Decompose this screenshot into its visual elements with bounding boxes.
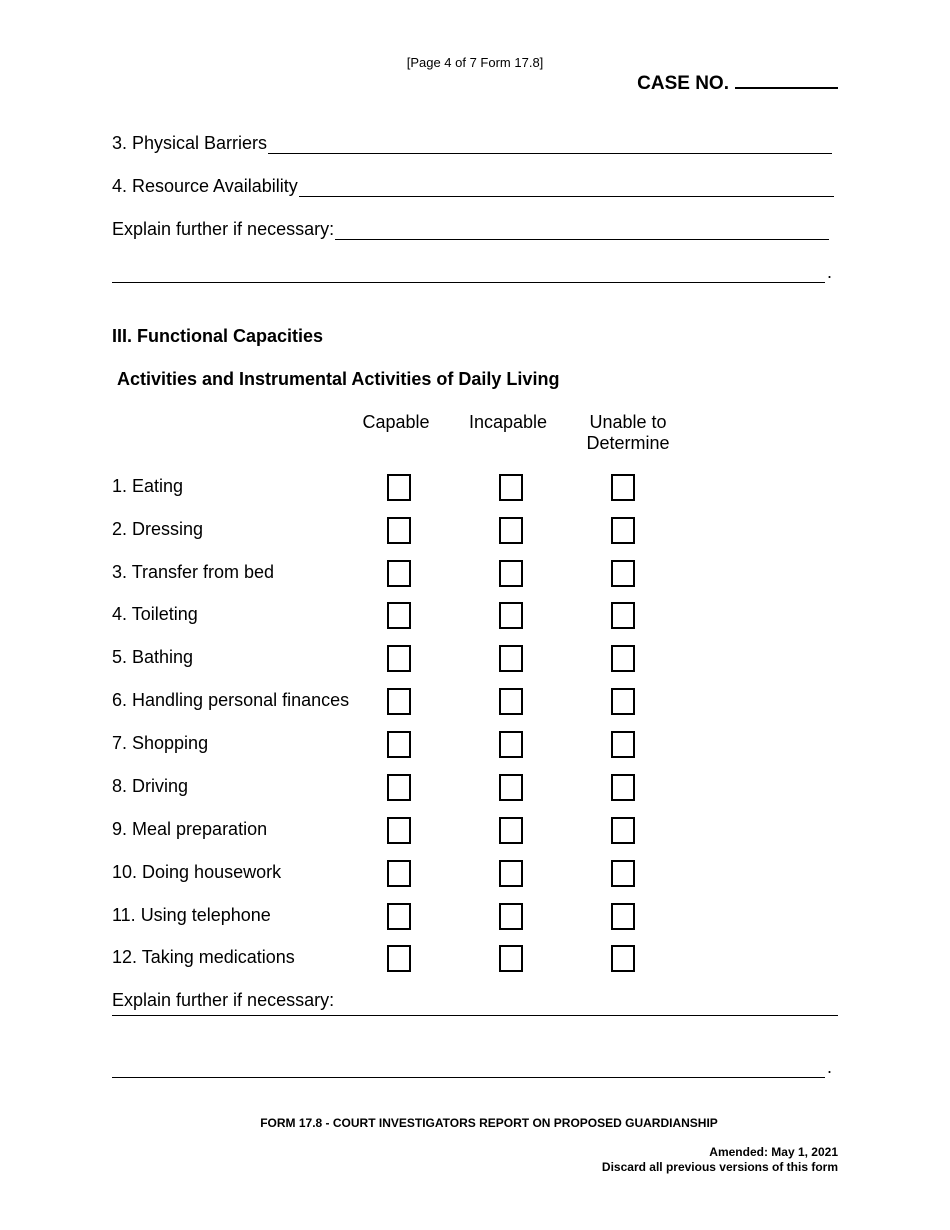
column-header-incapable: Incapable [468, 412, 548, 432]
capable-checkbox[interactable] [387, 774, 411, 801]
incapable-checkbox[interactable] [499, 645, 523, 672]
case-number-label: CASE NO. [637, 73, 729, 94]
unable-to-determine-checkbox[interactable] [611, 860, 635, 887]
section-subtitle: Activities and Instrumental Activities of Daily Living [117, 369, 560, 389]
capable-checkbox[interactable] [387, 945, 411, 972]
physical-barriers-line[interactable] [268, 137, 832, 154]
activity-label: 1. Eating [112, 476, 184, 496]
capable-checkbox[interactable] [387, 560, 411, 587]
unable-to-determine-checkbox[interactable] [611, 560, 635, 587]
explain-line-bottom-1[interactable] [112, 1015, 838, 1016]
explain-line-top-2[interactable] [112, 266, 825, 283]
explain-continuation-bottom: . [112, 1057, 832, 1078]
unable-to-determine-checkbox[interactable] [611, 517, 635, 544]
capable-checkbox[interactable] [387, 474, 411, 501]
unable-to-determine-checkbox[interactable] [611, 903, 635, 930]
explain-label-top: Explain further if necessary: [112, 219, 335, 239]
resource-availability-field [112, 176, 834, 197]
incapable-checkbox[interactable] [499, 945, 523, 972]
unable-to-determine-checkbox[interactable] [611, 817, 635, 844]
unable-to-determine-checkbox[interactable] [611, 602, 635, 629]
column-header-capable: Capable [362, 412, 430, 432]
footer-amended: Amended: May 1, 2021 [709, 1145, 838, 1159]
capable-checkbox[interactable] [387, 517, 411, 544]
capable-checkbox[interactable] [387, 602, 411, 629]
activity-label: 8. Driving [112, 776, 189, 796]
activity-label: 2. Dressing [112, 519, 204, 539]
activity-label: 7. Shopping [112, 733, 209, 753]
activity-label: 10. Doing housework [112, 862, 282, 882]
activity-label: 11. Using telephone [112, 905, 271, 925]
physical-barriers-label: 3. Physical Barriers [112, 133, 268, 153]
unable-to-determine-checkbox[interactable] [611, 774, 635, 801]
resource-availability-line[interactable] [299, 180, 834, 197]
incapable-checkbox[interactable] [499, 474, 523, 501]
capable-checkbox[interactable] [387, 731, 411, 758]
activity-label: 5. Bathing [112, 647, 194, 667]
unable-to-determine-checkbox[interactable] [611, 945, 635, 972]
physical-barriers-field [112, 133, 832, 154]
page-number-label: [Page 4 of 7 Form 17.8] [406, 55, 544, 70]
incapable-checkbox[interactable] [499, 560, 523, 587]
capable-checkbox[interactable] [387, 903, 411, 930]
column-header-unable-to-determine: Unable to Determine [586, 412, 670, 453]
incapable-checkbox[interactable] [499, 860, 523, 887]
case-number-blank[interactable] [735, 71, 838, 89]
activity-label: 4. Toileting [112, 604, 198, 624]
explain-line-bottom-2[interactable] [112, 1061, 825, 1078]
activity-label: 3. Transfer from bed [112, 562, 275, 582]
unable-to-determine-checkbox[interactable] [611, 731, 635, 758]
unable-to-determine-checkbox[interactable] [611, 474, 635, 501]
incapable-checkbox[interactable] [499, 517, 523, 544]
explain-continuation-top: . [112, 262, 832, 283]
capable-checkbox[interactable] [387, 860, 411, 887]
activity-label: 12. Taking medications [112, 947, 295, 967]
explain-label-bottom: Explain further if necessary: [112, 990, 335, 1010]
incapable-checkbox[interactable] [499, 817, 523, 844]
unable-to-determine-checkbox[interactable] [611, 688, 635, 715]
incapable-checkbox[interactable] [499, 731, 523, 758]
incapable-checkbox[interactable] [499, 602, 523, 629]
incapable-checkbox[interactable] [499, 903, 523, 930]
capable-checkbox[interactable] [387, 688, 411, 715]
capable-checkbox[interactable] [387, 645, 411, 672]
activity-label: 9. Meal preparation [112, 819, 268, 839]
explain-field-top [112, 219, 829, 240]
capable-checkbox[interactable] [387, 817, 411, 844]
footer-discard-note: Discard all previous versions of this form [601, 1160, 838, 1174]
explain-line-top[interactable] [335, 223, 829, 240]
section-title: III. Functional Capacities [112, 326, 324, 346]
resource-availability-label: 4. Resource Availability [112, 176, 298, 196]
activity-label: 6. Handling personal finances [112, 690, 350, 710]
unable-to-determine-checkbox[interactable] [611, 645, 635, 672]
case-number-field [637, 71, 838, 95]
incapable-checkbox[interactable] [499, 688, 523, 715]
incapable-checkbox[interactable] [499, 774, 523, 801]
footer-form-title: FORM 17.8 - COURT INVESTIGATORS REPORT ON PROPOSED GUARDIANSHIP [260, 1116, 718, 1130]
